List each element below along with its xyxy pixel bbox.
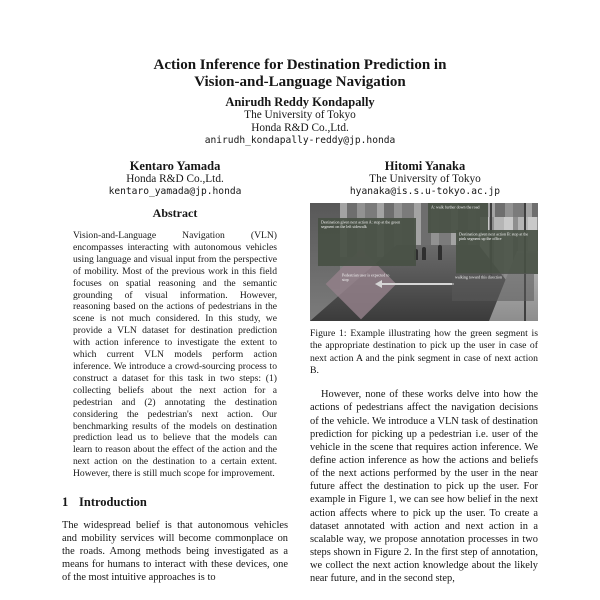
- title-line-2: Vision-and-Language Navigation: [194, 74, 406, 90]
- author-email: hyanaka@is.s.u-tokyo.ac.jp: [349, 185, 501, 197]
- overlay-destination-a: Destination given next action A: stop at the green segment on the left sidewalk: [318, 218, 416, 266]
- introduction-paragraph: The widespread belief is that autonomous vehicles and mobility services will become commonplace on the roads. Among methods being investigated as a means for humans to interact with these devices, one of the most intuitive approaches is to: [62, 520, 288, 584]
- figure-1-street-photo: [310, 203, 538, 321]
- author-block-main: [0, 95, 600, 147]
- author-name: Kentaro Yamada: [129, 159, 221, 173]
- body-paragraph: However, none of these works delve into how the actions of pedestrians affect the navigation decisions of the vehicle. We introduce a VLN task of destination prediction for picking up a pedestrian i.e. user of the vehicle in the scene that requires action inference. We define action inference as how the actions and beliefs of the next actions performed by the user in the near future affect the destination to pick up the user. For example in Figure 1, we can see how belief in the next action affects where to pick up the user. To create a dataset annotated with action and next action in a scalable way, we propose annotation processes in two steps shown in Figure 2. In the first step of annotation, we collect the next action knowledge about the likely near future, and in the second step,: [310, 389, 538, 585]
- author-block-right: [312, 159, 538, 198]
- section-title: Introduction: [79, 495, 147, 510]
- diamond-label: Pedestrian user is expected to stop: [342, 273, 390, 282]
- section-heading-introduction: [62, 495, 288, 510]
- author-name: Hitomi Yanaka: [384, 159, 466, 173]
- page-title: [0, 57, 600, 91]
- author-affiliation: The University of Tokyo: [369, 173, 481, 185]
- author-email: kentaro_yamada@jp.honda: [108, 185, 242, 197]
- author-block-left: [62, 159, 288, 198]
- right-column: [310, 203, 538, 586]
- pedestrian-figure: [438, 245, 442, 260]
- abstract-heading: Abstract: [152, 206, 198, 220]
- author-affiliation: Honda R&D Co.,Ltd.: [126, 173, 224, 185]
- abstract-text: Vision-and-Language Navigation (VLN) encompasses interacting with autonomous vehicles using language and visual input from the perspective of mobility. Most of the previous work in this field focuses on spatial reasoning and the semantic grounding of visual information. However, reasoning based on the actions of pedestrians in the scene is not much considered. In this study, we provide a VLN dataset for destination prediction with action inference to investigate the extent to which current VLN models perform action inference. We introduce a crowd-sourcing process to construct a dataset for this task in two steps: (1) collecting beliefs about the next action for a pedestrian and (2) annotating the destination considering the pedestrian's next action. Our benchmarking results of the models on destination prediction lead us to believe that the models can learn to reason about the effect of the action and the next action on the destination to a certain extent. However, there is still much scope for improvement.: [73, 230, 277, 480]
- pedestrian-figure: [422, 247, 426, 260]
- left-arrow-icon: [382, 283, 454, 285]
- overlay-destination-b: Destination given next action B: stop at the pink segment up the office: [456, 230, 538, 274]
- author-email: anirudh_kondapally-reddy@jp.honda: [204, 134, 396, 146]
- author-affiliation: Honda R&D Co.,Ltd.: [251, 121, 349, 134]
- left-column: [62, 206, 288, 585]
- author-affiliation: The University of Tokyo: [244, 109, 356, 121]
- title-line-1: Action Inference for Destination Prediction in: [153, 57, 447, 73]
- section-number: 1: [62, 495, 69, 510]
- overlay-next-action: A: walk further down the road: [428, 203, 488, 233]
- overlay-direction-note: walking toward this direction: [452, 273, 534, 301]
- author-name: Anirudh Reddy Kondapally: [225, 95, 375, 109]
- figure-1-caption: Figure 1: Example illustrating how the green segment is the appropriate destination to pick up the user in case of next action A and the pink segment in case of next action B.: [310, 328, 538, 376]
